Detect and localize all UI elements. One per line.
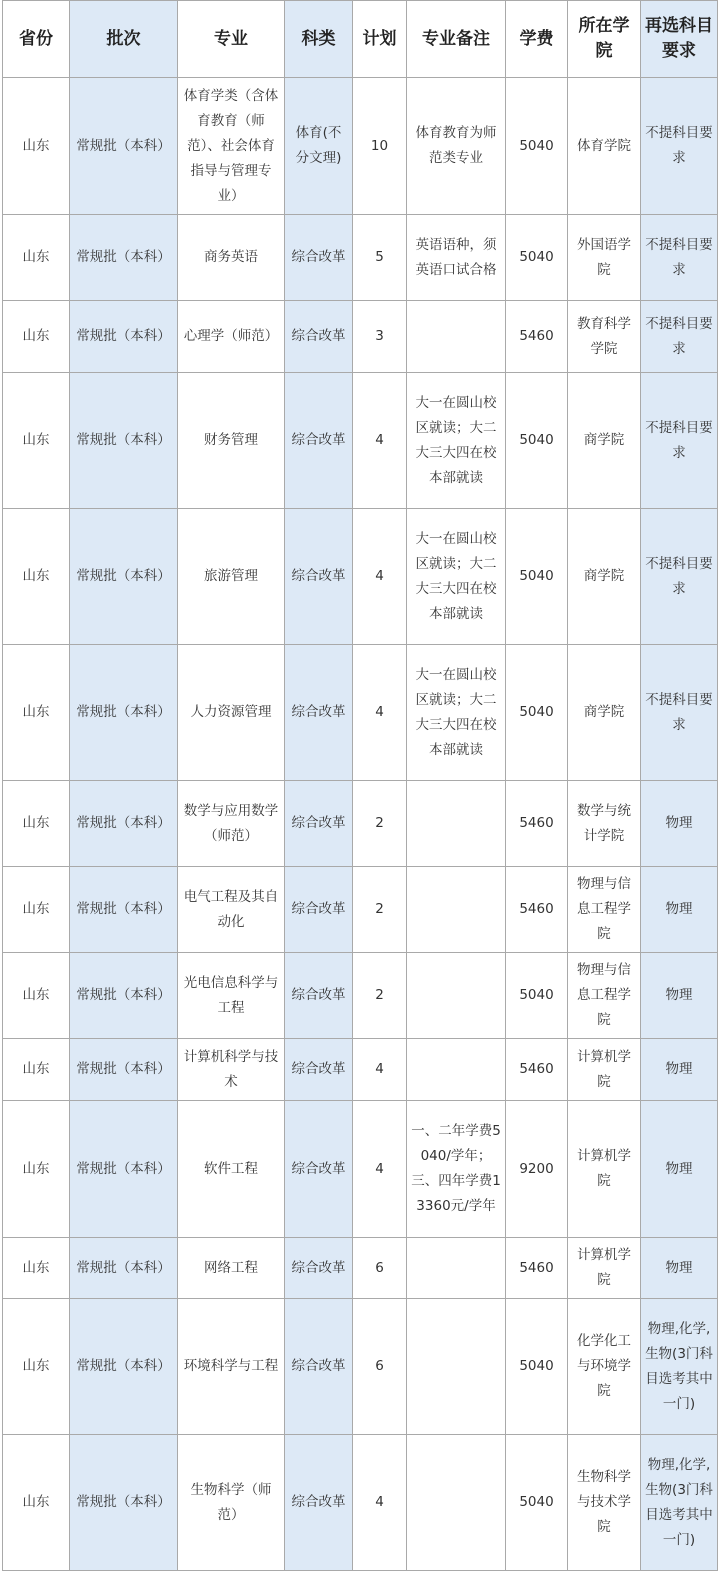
table-row xyxy=(3,953,718,1039)
header-note: 专业备注 xyxy=(407,1,506,78)
cell-note xyxy=(407,781,506,867)
cell-fee: 5040 xyxy=(506,645,568,781)
cell-fee: 5040 xyxy=(506,1299,568,1435)
cell-category: 综合改革 xyxy=(285,781,353,867)
cell-note xyxy=(407,301,506,373)
cell-province: 山东 xyxy=(3,78,70,215)
cell-category: 综合改革 xyxy=(285,867,353,953)
table-row xyxy=(3,1238,718,1299)
cell-college: 商学院 xyxy=(568,373,641,509)
cell-major: 财务管理 xyxy=(178,373,285,509)
header-batch: 批次 xyxy=(70,1,178,78)
header-major: 专业 xyxy=(178,1,285,78)
table-row xyxy=(3,1039,718,1101)
cell-requirement: 不提科目要求 xyxy=(641,301,718,373)
cell-category: 综合改革 xyxy=(285,1299,353,1435)
cell-college: 教育科学学院 xyxy=(568,301,641,373)
table-body xyxy=(3,78,718,1571)
header-plan: 计划 xyxy=(353,1,407,78)
cell-plan: 5 xyxy=(353,215,407,301)
cell-note xyxy=(407,867,506,953)
cell-fee: 5460 xyxy=(506,301,568,373)
cell-province: 山东 xyxy=(3,301,70,373)
cell-college: 计算机学院 xyxy=(568,1101,641,1238)
table-row xyxy=(3,1101,718,1238)
cell-category: 体育(不分文理) xyxy=(285,78,353,215)
cell-batch: 常规批（本科） xyxy=(70,1435,178,1571)
cell-requirement: 不提科目要求 xyxy=(641,645,718,781)
cell-batch: 常规批（本科） xyxy=(70,1299,178,1435)
cell-college: 物理与信息工程学院 xyxy=(568,867,641,953)
cell-college: 商学院 xyxy=(568,645,641,781)
cell-plan: 4 xyxy=(353,373,407,509)
cell-category: 综合改革 xyxy=(285,953,353,1039)
table-row xyxy=(3,373,718,509)
cell-requirement: 物理,化学,生物(3门科目选考其中一门) xyxy=(641,1435,718,1571)
table-row xyxy=(3,215,718,301)
cell-fee: 5040 xyxy=(506,953,568,1039)
cell-batch: 常规批（本科） xyxy=(70,953,178,1039)
cell-requirement: 物理 xyxy=(641,1039,718,1101)
cell-major: 光电信息科学与工程 xyxy=(178,953,285,1039)
cell-college: 物理与信息工程学院 xyxy=(568,953,641,1039)
cell-plan: 6 xyxy=(353,1299,407,1435)
cell-requirement: 物理 xyxy=(641,1238,718,1299)
cell-college: 计算机学院 xyxy=(568,1238,641,1299)
cell-note xyxy=(407,1299,506,1435)
cell-fee: 5040 xyxy=(506,373,568,509)
cell-note: 大一在圆山校区就读；大二大三大四在校本部就读 xyxy=(407,509,506,645)
cell-batch: 常规批（本科） xyxy=(70,867,178,953)
cell-batch: 常规批（本科） xyxy=(70,301,178,373)
cell-province: 山东 xyxy=(3,953,70,1039)
table-row xyxy=(3,301,718,373)
cell-requirement: 物理 xyxy=(641,1101,718,1238)
cell-college: 生物科学与技术学院 xyxy=(568,1435,641,1571)
header-row xyxy=(3,1,718,78)
cell-category: 综合改革 xyxy=(285,1238,353,1299)
cell-major: 人力资源管理 xyxy=(178,645,285,781)
admission-plan-table xyxy=(2,0,718,1571)
cell-note xyxy=(407,1039,506,1101)
cell-plan: 2 xyxy=(353,867,407,953)
cell-college: 计算机学院 xyxy=(568,1039,641,1101)
cell-category: 综合改革 xyxy=(285,1039,353,1101)
header-college: 所在学院 xyxy=(568,1,641,78)
cell-college: 商学院 xyxy=(568,509,641,645)
cell-province: 山东 xyxy=(3,645,70,781)
cell-province: 山东 xyxy=(3,509,70,645)
cell-province: 山东 xyxy=(3,215,70,301)
cell-note xyxy=(407,1435,506,1571)
cell-major: 电气工程及其自动化 xyxy=(178,867,285,953)
cell-batch: 常规批（本科） xyxy=(70,781,178,867)
cell-fee: 5040 xyxy=(506,1435,568,1571)
cell-requirement: 不提科目要求 xyxy=(641,78,718,215)
cell-major: 心理学（师范） xyxy=(178,301,285,373)
cell-note: 体育教育为师范类专业 xyxy=(407,78,506,215)
cell-plan: 4 xyxy=(353,645,407,781)
cell-category: 综合改革 xyxy=(285,1101,353,1238)
cell-major: 计算机科学与技术 xyxy=(178,1039,285,1101)
cell-fee: 5460 xyxy=(506,1238,568,1299)
cell-plan: 6 xyxy=(353,1238,407,1299)
cell-province: 山东 xyxy=(3,1299,70,1435)
cell-requirement: 不提科目要求 xyxy=(641,373,718,509)
cell-fee: 9200 xyxy=(506,1101,568,1238)
cell-province: 山东 xyxy=(3,781,70,867)
cell-fee: 5460 xyxy=(506,781,568,867)
cell-batch: 常规批（本科） xyxy=(70,1039,178,1101)
cell-major: 商务英语 xyxy=(178,215,285,301)
cell-major: 生物科学（师范） xyxy=(178,1435,285,1571)
cell-plan: 2 xyxy=(353,953,407,1039)
cell-requirement: 物理,化学,生物(3门科目选考其中一门) xyxy=(641,1299,718,1435)
cell-category: 综合改革 xyxy=(285,1435,353,1571)
table-row xyxy=(3,509,718,645)
cell-note xyxy=(407,953,506,1039)
cell-fee: 5460 xyxy=(506,1039,568,1101)
cell-category: 综合改革 xyxy=(285,215,353,301)
cell-plan: 4 xyxy=(353,1101,407,1238)
cell-category: 综合改革 xyxy=(285,645,353,781)
table-row xyxy=(3,78,718,215)
cell-college: 化学化工与环境学院 xyxy=(568,1299,641,1435)
cell-province: 山东 xyxy=(3,1039,70,1101)
cell-note: 一、二年学费5040/学年；三、四年学费13360元/学年 xyxy=(407,1101,506,1238)
table-row xyxy=(3,781,718,867)
cell-note: 大一在圆山校区就读；大二大三大四在校本部就读 xyxy=(407,373,506,509)
cell-category: 综合改革 xyxy=(285,301,353,373)
cell-major: 数学与应用数学（师范） xyxy=(178,781,285,867)
cell-fee: 5040 xyxy=(506,215,568,301)
table-row xyxy=(3,867,718,953)
cell-batch: 常规批（本科） xyxy=(70,509,178,645)
table-row xyxy=(3,1435,718,1571)
cell-batch: 常规批（本科） xyxy=(70,78,178,215)
cell-batch: 常规批（本科） xyxy=(70,645,178,781)
cell-requirement: 不提科目要求 xyxy=(641,509,718,645)
cell-plan: 4 xyxy=(353,509,407,645)
cell-note: 英语语种，须英语口试合格 xyxy=(407,215,506,301)
cell-batch: 常规批（本科） xyxy=(70,373,178,509)
cell-requirement: 物理 xyxy=(641,781,718,867)
cell-province: 山东 xyxy=(3,1101,70,1238)
cell-college: 外国语学院 xyxy=(568,215,641,301)
cell-fee: 5040 xyxy=(506,509,568,645)
header-requirement: 再选科目要求 xyxy=(641,1,718,78)
cell-plan: 3 xyxy=(353,301,407,373)
cell-college: 数学与统计学院 xyxy=(568,781,641,867)
cell-category: 综合改革 xyxy=(285,373,353,509)
cell-province: 山东 xyxy=(3,1238,70,1299)
cell-major: 旅游管理 xyxy=(178,509,285,645)
cell-major: 网络工程 xyxy=(178,1238,285,1299)
header-province: 省份 xyxy=(3,1,70,78)
cell-requirement: 不提科目要求 xyxy=(641,215,718,301)
cell-requirement: 物理 xyxy=(641,867,718,953)
cell-college: 体育学院 xyxy=(568,78,641,215)
cell-requirement: 物理 xyxy=(641,953,718,1039)
table-row xyxy=(3,1299,718,1435)
cell-plan: 2 xyxy=(353,781,407,867)
header-fee: 学费 xyxy=(506,1,568,78)
cell-province: 山东 xyxy=(3,1435,70,1571)
cell-batch: 常规批（本科） xyxy=(70,1238,178,1299)
cell-note xyxy=(407,1238,506,1299)
cell-major: 环境科学与工程 xyxy=(178,1299,285,1435)
cell-major: 体育学类（含体育教育（师范）、社会体育指导与管理专业） xyxy=(178,78,285,215)
cell-batch: 常规批（本科） xyxy=(70,215,178,301)
cell-category: 综合改革 xyxy=(285,509,353,645)
cell-province: 山东 xyxy=(3,373,70,509)
table-row xyxy=(3,645,718,781)
cell-plan: 10 xyxy=(353,78,407,215)
cell-plan: 4 xyxy=(353,1435,407,1571)
cell-note: 大一在圆山校区就读；大二大三大四在校本部就读 xyxy=(407,645,506,781)
cell-batch: 常规批（本科） xyxy=(70,1101,178,1238)
cell-major: 软件工程 xyxy=(178,1101,285,1238)
header-category: 科类 xyxy=(285,1,353,78)
cell-fee: 5040 xyxy=(506,78,568,215)
cell-fee: 5460 xyxy=(506,867,568,953)
cell-plan: 4 xyxy=(353,1039,407,1101)
cell-province: 山东 xyxy=(3,867,70,953)
